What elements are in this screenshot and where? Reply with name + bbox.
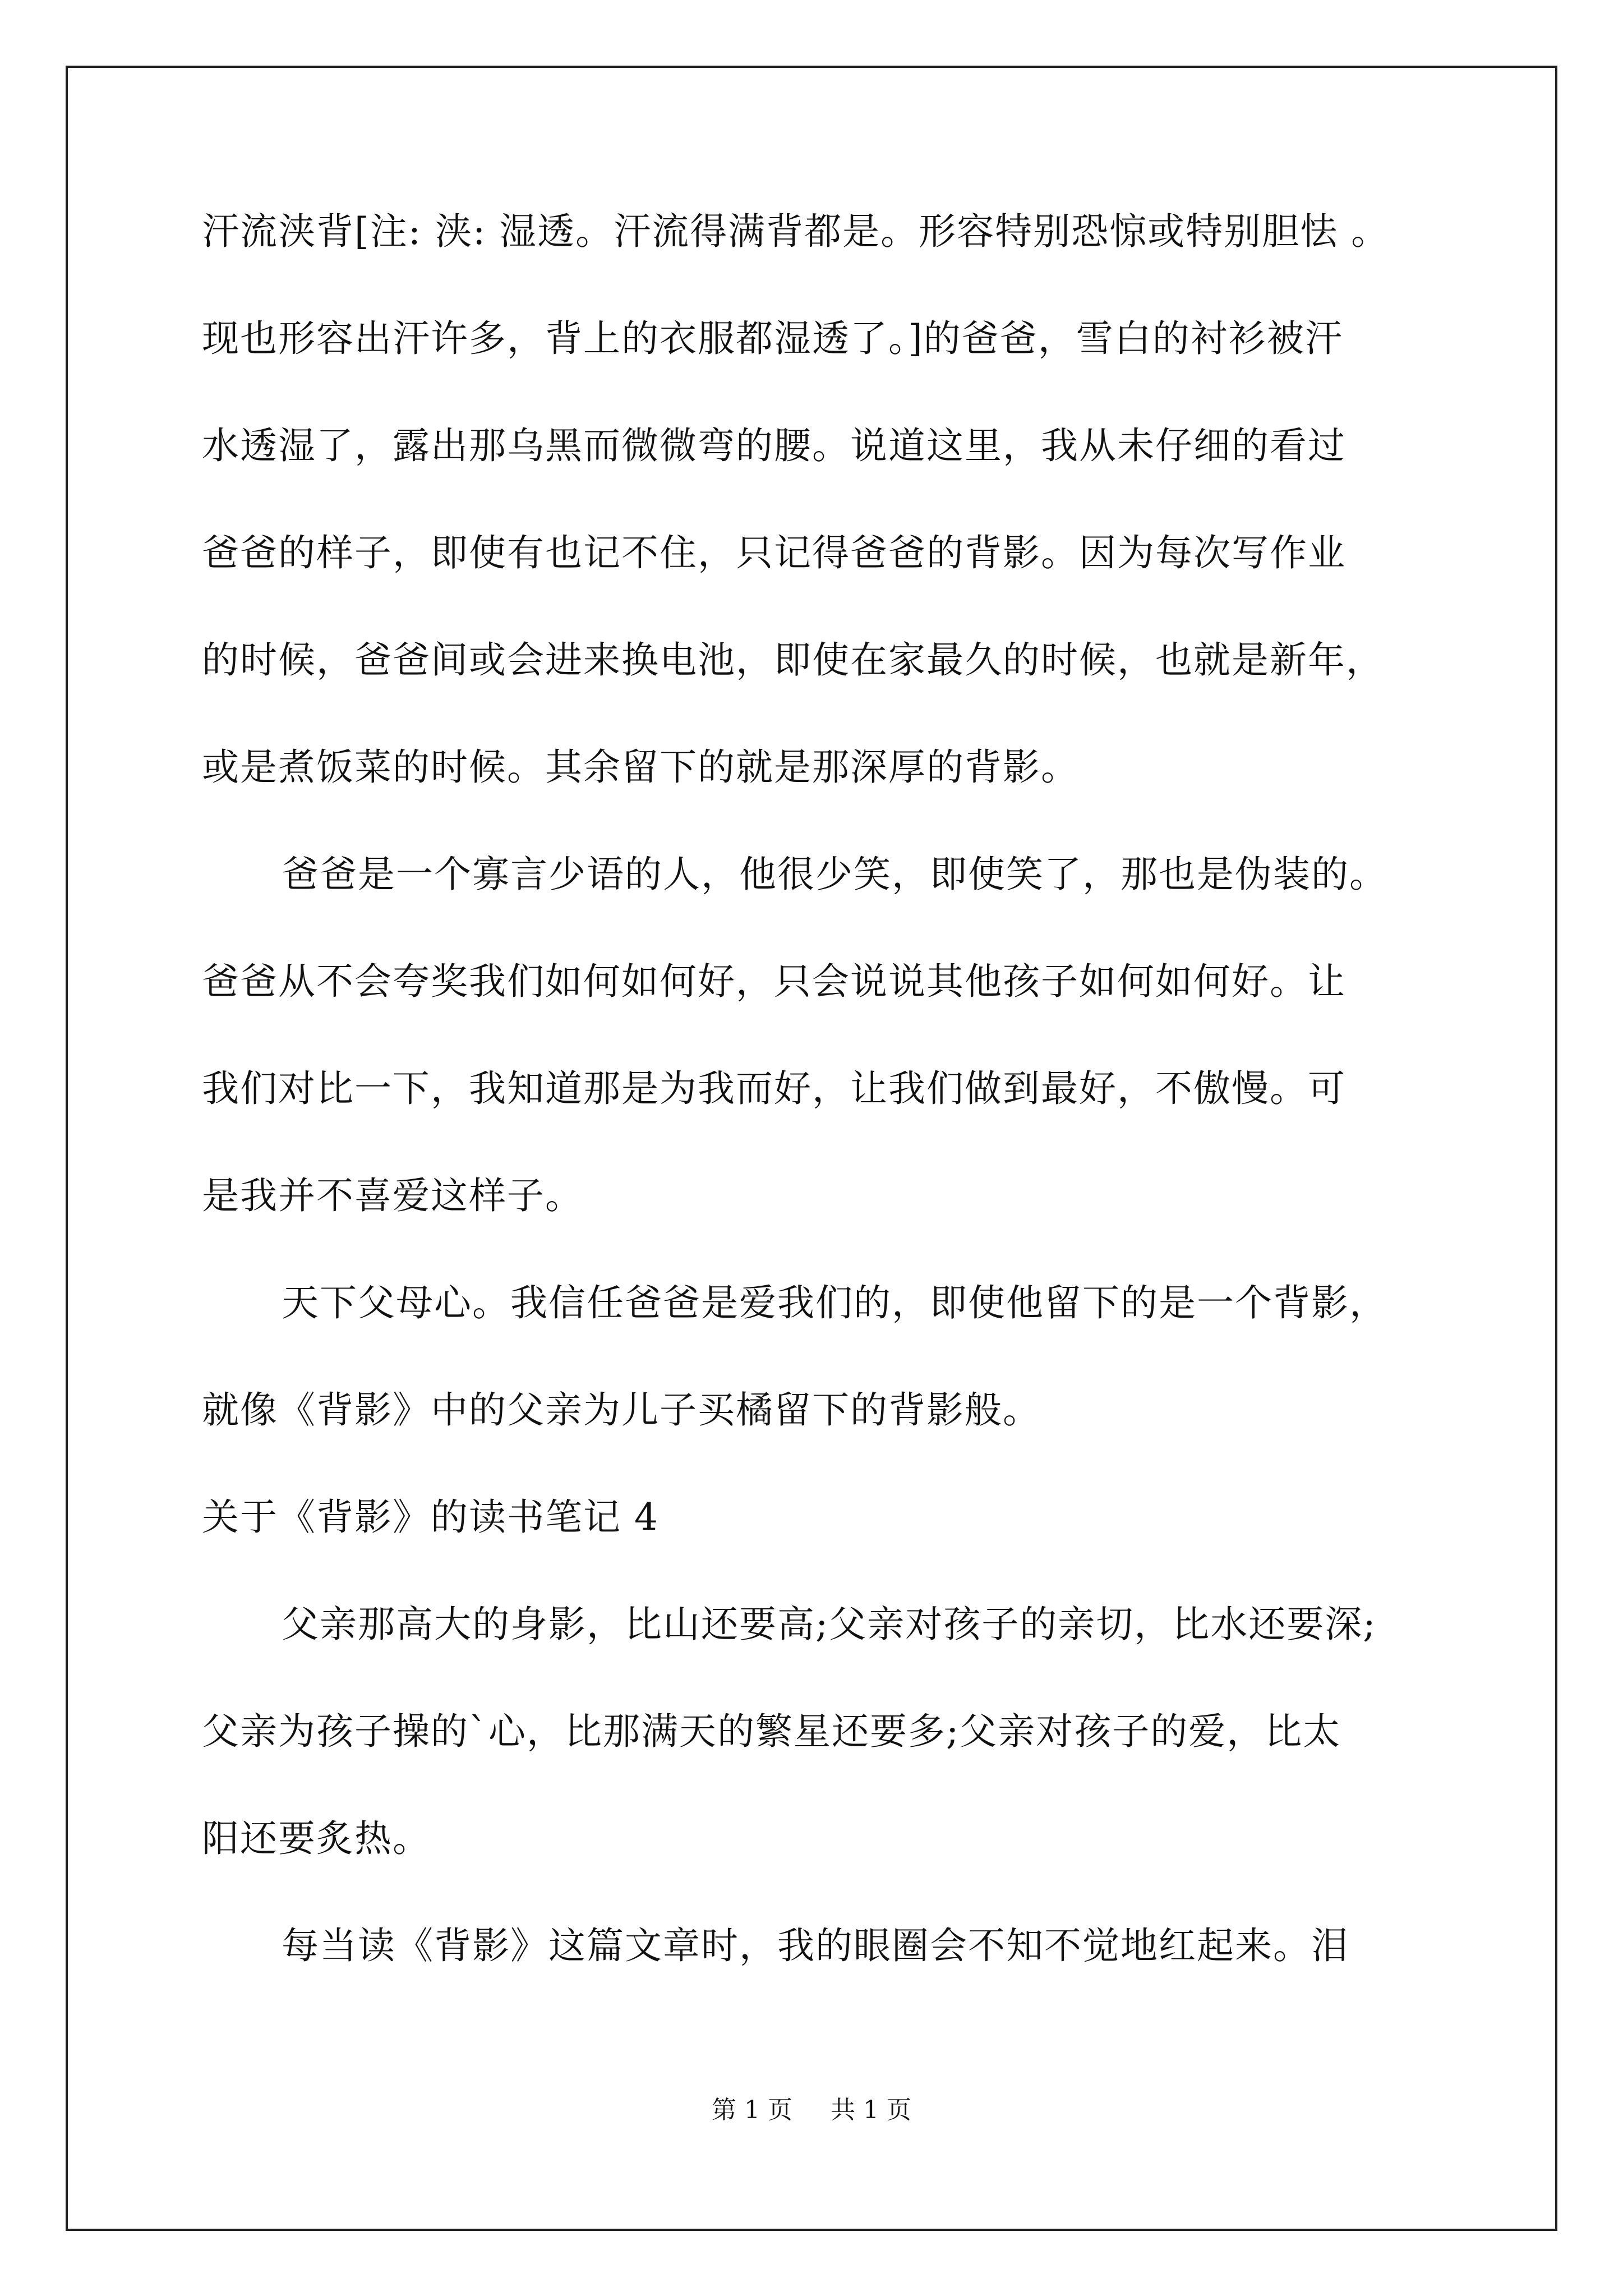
text-line-11: 天下父母心。我信任爸爸是爱我们的，即使他留下的是一个背影，: [282, 1281, 1387, 1324]
text-line-12: 就像《背影》中的父亲为儿子买橘留下的背影般。: [202, 1388, 1041, 1432]
section-heading: 关于《背影》的读书笔记 4: [202, 1496, 659, 1539]
total-pages: 共 1 页: [831, 2096, 911, 2124]
text-line-15: 父亲为孩子操的`心，比那满天的繁星还要多;父亲对孩子的爱，比太: [202, 1710, 1341, 1753]
text-line-14: 父亲那高大的身影，比山还要高;父亲对孩子的亲切，比水还要深;: [282, 1603, 1377, 1646]
text-line-5: 的时候，爸爸间或会进来换电池，即使在家最久的时候，也就是新年，: [202, 638, 1384, 682]
text-line-6: 或是煮饭菜的时候。其余留下的就是那深厚的背影。: [202, 746, 1079, 789]
text-line-3: 水透湿了，露出那乌黑而微微弯的腰。说道这里，我从未仔细的看过: [202, 424, 1346, 467]
page-number: 第 1 页: [712, 2096, 792, 2124]
text-line-16: 阳还要炙热。: [202, 1817, 431, 1860]
text-line-9: 我们对比一下，我知道那是为我而好，让我们做到最好，不傲慢。可: [202, 1067, 1346, 1110]
text-line-2: 现也形容出汗许多，背上的衣服都湿透了。]的爸爸，雪白的衬衫被汗: [202, 317, 1343, 360]
text-line-1: 汗流浃背[注: 浃: 湿透。汗流得满背都是。形容特别恐惊或特别胆怯 。: [202, 210, 1390, 253]
document-body: [202, 210, 1436, 2035]
text-line-4: 爸爸的样子，即使有也记不住，只记得爸爸的背影。因为每次写作业: [202, 531, 1346, 574]
page-footer: [0, 2098, 1623, 2123]
text-line-7: 爸爸是一个寡言少语的人，他很少笑，即使笑了，那也是伪装的。: [282, 853, 1387, 896]
text-line-17: 每当读《背影》这篇文章时，我的眼圈会不知不觉地红起来。泪: [282, 1924, 1349, 1967]
text-line-8: 爸爸从不会夸奖我们如何如何好，只会说说其他孩子如何如何好。让: [202, 960, 1346, 1003]
text-line-10: 是我并不喜爱这样子。: [202, 1174, 583, 1217]
